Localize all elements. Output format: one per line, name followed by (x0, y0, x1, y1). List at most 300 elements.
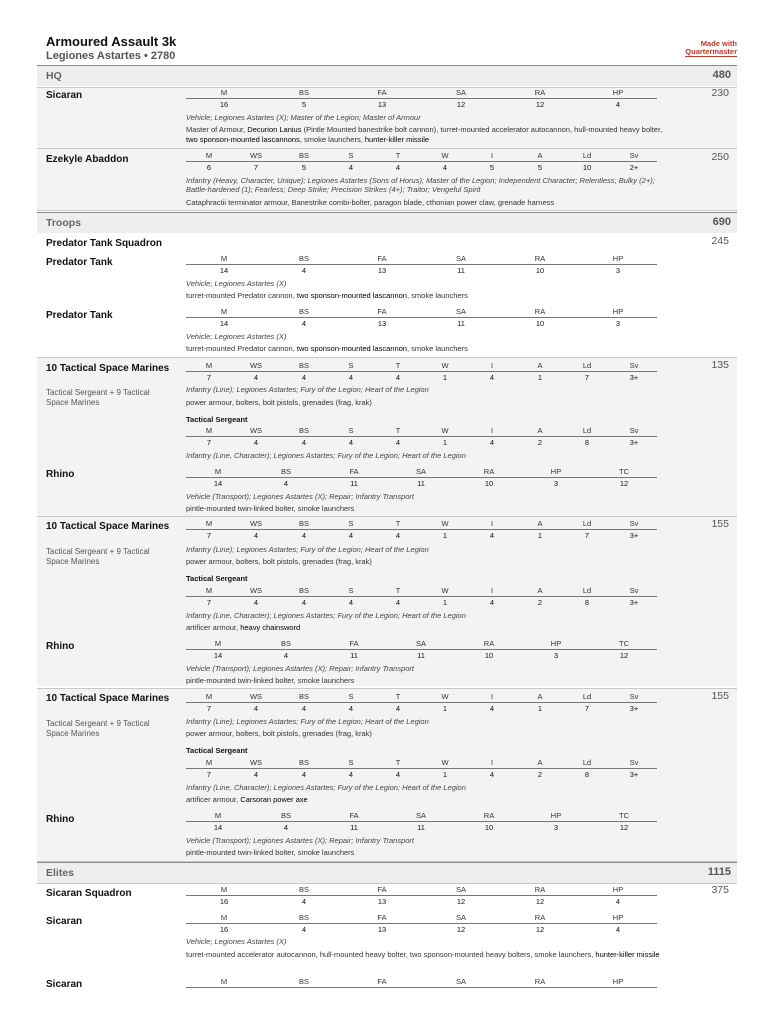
stat-header: RA (534, 307, 546, 316)
unit-keywords: Infantry (Line, Character); Legiones Astartes; Fury of the Legion; Heart of the Legion (186, 451, 466, 460)
unit-name[interactable]: Predator Tank (46, 257, 113, 268)
stat-value: 10 (484, 651, 494, 660)
stat-divider (186, 371, 657, 372)
stat-value: 13 (377, 897, 387, 906)
stat-header: Ld (582, 519, 592, 528)
stat-value: 12 (456, 897, 466, 906)
stat-table-infantry (186, 151, 657, 177)
stat-divider (186, 264, 657, 265)
stat-header: M (205, 426, 213, 435)
unit-keywords: Vehicle; Legiones Astartes (X) (186, 937, 287, 946)
unit-points: 245 (711, 235, 729, 247)
unit-points: 155 (711, 518, 729, 530)
stat-header: SA (455, 977, 467, 986)
wargear-list (186, 950, 666, 960)
stat-value: 3+ (629, 770, 639, 779)
stat-header: HP (612, 307, 624, 316)
stat-value: 13 (377, 266, 387, 275)
unit-keywords: Vehicle; Legiones Astartes (X); Master of the Legion; Master of Armour (186, 113, 421, 122)
stat-header: BS (298, 758, 310, 767)
stat-value: 3 (553, 651, 559, 660)
stat-header: W (441, 361, 449, 370)
stat-header: WS (249, 758, 263, 767)
stat-value: 8 (584, 438, 590, 447)
wargear-item: , smoke launchers (406, 291, 468, 300)
stat-header: S (348, 361, 354, 370)
stat-value: 4 (442, 163, 448, 172)
stat-value: 4 (615, 897, 621, 906)
stat-header: HP (612, 977, 624, 986)
stat-value: 4 (253, 531, 259, 540)
stat-value: 4 (253, 438, 259, 447)
stat-header: FA (377, 885, 387, 894)
unit-name[interactable]: 10 Tactical Space Marines (46, 363, 170, 374)
stat-value: 14 (213, 823, 223, 832)
stat-value: 4 (395, 598, 401, 607)
stat-value: 12 (619, 823, 629, 832)
unit-points: 135 (711, 359, 729, 371)
wargear-list (186, 291, 666, 301)
stat-value: 4 (301, 897, 307, 906)
stat-value: 4 (253, 770, 259, 779)
wargear-list (186, 344, 666, 354)
wargear-item: , smoke launchers, (299, 134, 365, 144)
section-header-troops (37, 212, 737, 233)
stat-value: 3 (553, 823, 559, 832)
stat-value: 12 (619, 651, 629, 660)
wargear-list (186, 623, 666, 633)
stat-value: 11 (417, 823, 425, 832)
stat-value: 5 (489, 163, 495, 172)
stat-value: 13 (377, 925, 387, 934)
stat-header: RA (534, 88, 546, 97)
stat-header: T (395, 519, 401, 528)
stat-header: M (220, 88, 228, 97)
stat-divider (186, 477, 657, 478)
stat-header: Sv (629, 151, 639, 160)
stat-header: WS (249, 519, 263, 528)
unit-points: 375 (711, 884, 729, 896)
stat-header: M (220, 307, 228, 316)
wargear-item: Master of Armour, (186, 125, 248, 134)
stat-header: I (490, 426, 494, 435)
stat-value: 1 (537, 373, 543, 382)
stat-header: I (490, 692, 494, 701)
stat-value: 3+ (629, 704, 639, 713)
stat-value: 3+ (629, 373, 639, 382)
stat-header: FA (377, 254, 387, 263)
stat-header: SA (455, 885, 467, 894)
row-divider (37, 148, 737, 149)
unit-name[interactable]: Sicaran Squadron (46, 888, 132, 899)
unit-keywords: Infantry (Heavy, Character, Unique); Legiones Astartes (Sons of Horus); Master of the Legion; Independent Character; Relentless; Bulky (2+); Battle-hardened (1); Fearless; Deep Strike; Precision Strikes (4+); Traitor; Vengeful Spirit (186, 176, 655, 194)
stat-value: 10 (484, 823, 494, 832)
unit-name[interactable]: Ezekyle Abaddon (46, 154, 129, 165)
stat-value: 1 (442, 598, 448, 607)
stat-header: I (490, 758, 494, 767)
stat-header: BS (298, 426, 310, 435)
stat-value: 4 (615, 100, 621, 109)
wargear-item: turret-mounted accelerator autocannon, hull-mounted heavy bolter, two sponson-mounted heavy bolters, smoke launchers, (186, 950, 596, 959)
unit-name[interactable]: Rhino (46, 641, 75, 652)
stat-header: M (205, 519, 213, 528)
stat-value: 4 (301, 770, 307, 779)
stat-header: Ld (582, 586, 592, 595)
stat-value: 3+ (629, 598, 639, 607)
stat-header: T (395, 586, 401, 595)
stat-header: WS (249, 426, 263, 435)
unit-keywords: Vehicle (Transport); Legiones Astartes (X); Repair; Infantry Transport (186, 836, 415, 845)
stat-table-transport (186, 467, 657, 493)
stat-header: TC (619, 811, 629, 820)
stat-divider (186, 987, 657, 988)
stat-value: 6 (206, 163, 212, 172)
quartermaster-logo[interactable] (685, 40, 737, 56)
unit-composition: Tactical Sergeant + 9 Tactical Space Marines (46, 388, 150, 407)
stat-value: 4 (489, 438, 495, 447)
section-points: 1115 (707, 866, 731, 878)
stat-table-vehicle (186, 88, 657, 114)
unit-name[interactable]: Rhino (46, 814, 75, 825)
stat-header: BS (298, 307, 310, 316)
stat-header: HP (612, 913, 624, 922)
stat-value: 4 (489, 531, 495, 540)
stat-header: W (441, 519, 449, 528)
stat-value: 1 (442, 373, 448, 382)
stat-value: 10 (582, 163, 592, 172)
stat-header: FA (377, 977, 387, 986)
stat-divider (186, 596, 657, 597)
stat-value: 4 (348, 373, 354, 382)
stat-value: 7 (584, 531, 590, 540)
unit-points: 230 (711, 87, 729, 99)
stat-header: BS (298, 586, 310, 595)
stat-value: 5 (537, 163, 543, 172)
stat-value: 10 (484, 479, 494, 488)
stat-value: 4 (395, 438, 401, 447)
stat-value: 1 (442, 531, 448, 540)
stat-header: RA (483, 639, 495, 648)
stat-value: 12 (535, 897, 545, 906)
wargear-item: pintle-mounted twin-linked bolter, smoke launchers (186, 504, 355, 513)
stat-header: WS (249, 586, 263, 595)
stat-header: SA (455, 913, 467, 922)
stat-value: 8 (584, 770, 590, 779)
row-divider (37, 357, 737, 358)
stat-header: BS (280, 811, 292, 820)
stat-header: FA (377, 307, 387, 316)
stat-header: HP (550, 811, 562, 820)
stat-value: 4 (253, 704, 259, 713)
stat-header: BS (298, 88, 310, 97)
stat-value: 2 (537, 438, 543, 447)
stat-header: I (490, 586, 494, 595)
stat-header: M (214, 639, 222, 648)
stat-value: 4 (615, 925, 621, 934)
stat-header: W (441, 758, 449, 767)
stat-value: 7 (206, 704, 212, 713)
wargear-item: pintle-mounted twin-linked bolter, smoke launchers (186, 848, 355, 857)
unit-keywords: Vehicle (Transport); Legiones Astartes (X); Repair; Infantry Transport (186, 492, 415, 501)
stat-header: A (537, 586, 543, 595)
wargear-list (186, 504, 666, 514)
stat-header: BS (298, 977, 310, 986)
stat-header: TC (619, 467, 629, 476)
stat-value: 4 (348, 163, 354, 172)
stat-value: 12 (456, 925, 466, 934)
stat-value: 4 (489, 704, 495, 713)
stat-header: A (537, 692, 543, 701)
stat-value: 3 (615, 266, 621, 275)
stat-header: Ld (582, 692, 592, 701)
logo-line-2: Quartermaster (685, 47, 737, 56)
stat-divider (186, 702, 657, 703)
stat-header: FA (349, 811, 359, 820)
stat-divider (186, 436, 657, 437)
stat-header: BS (298, 361, 310, 370)
stat-header: FA (377, 88, 387, 97)
wargear-list (186, 125, 666, 144)
stat-value: 4 (395, 531, 401, 540)
unit-name[interactable]: Rhino (46, 469, 75, 480)
stat-value: 16 (219, 100, 229, 109)
unit-name[interactable]: 10 Tactical Space Marines (46, 693, 170, 704)
stat-value: 10 (535, 266, 545, 275)
stat-value: 4 (253, 598, 259, 607)
stat-header: T (395, 426, 401, 435)
sergeant-name: Tactical Sergeant (186, 746, 248, 755)
stat-value: 4 (253, 373, 259, 382)
wargear-item: (Pintle Mounted banestrike bolt cannon), turret-mounted accelerator autocannon, hull-mounted heavy bolter, (301, 125, 663, 134)
stat-table-infantry (186, 758, 657, 784)
stat-header: SA (415, 811, 427, 820)
stat-value: 4 (301, 704, 307, 713)
stat-header: FA (349, 639, 359, 648)
stat-header: A (537, 361, 543, 370)
stat-header: Ld (582, 361, 592, 370)
stat-header: FA (349, 467, 359, 476)
unit-name[interactable]: Sicaran (46, 979, 83, 990)
stat-header: Sv (629, 692, 639, 701)
row-divider (37, 688, 737, 689)
stat-value: 4 (301, 266, 307, 275)
stat-divider (186, 161, 657, 162)
stat-header: S (348, 151, 354, 160)
wargear-item: power armour, bolters, bolt pistols, grenades (frag, krak) (186, 557, 372, 566)
stat-header: M (214, 467, 222, 476)
stat-header: M (205, 692, 213, 701)
stat-header: A (537, 758, 543, 767)
stat-header: Sv (629, 361, 639, 370)
section-name: HQ (46, 70, 62, 82)
stat-value: 7 (584, 704, 590, 713)
unit-name[interactable]: Predator Tank (46, 310, 113, 321)
sergeant-name: Tactical Sergeant (186, 574, 248, 583)
stat-value: 1 (442, 770, 448, 779)
wargear-list (186, 557, 666, 567)
stat-value: 4 (395, 163, 401, 172)
unit-keywords: Vehicle (Transport); Legiones Astartes (X); Repair; Infantry Transport (186, 664, 415, 673)
stat-divider (186, 895, 657, 896)
stat-value: 1 (442, 704, 448, 713)
stat-header: TC (619, 639, 629, 648)
wargear-list (186, 398, 666, 408)
stat-header: RA (534, 913, 546, 922)
row-divider (37, 210, 737, 211)
stat-value: 2 (537, 770, 543, 779)
stat-header: T (395, 758, 401, 767)
stat-value: 4 (283, 479, 289, 488)
stat-value: 7 (206, 438, 212, 447)
wargear-item: power armour, bolters, bolt pistols, grenades (frag, krak) (186, 729, 372, 738)
wargear-item: heavy chainsword (240, 623, 301, 632)
stat-value: 2+ (629, 163, 639, 172)
unit-keywords: Infantry (Line, Character); Legiones Astartes; Fury of the Legion; Heart of the Legion (186, 611, 466, 620)
stat-value: 4 (489, 770, 495, 779)
wargear-item: power armour, bolters, bolt pistols, grenades (frag, krak) (186, 398, 372, 407)
stat-value: 11 (457, 319, 465, 328)
stat-value: 4 (395, 770, 401, 779)
stat-value: 5 (301, 163, 307, 172)
wargear-item: hunter-killer missile (595, 950, 660, 959)
stat-header: WS (249, 361, 263, 370)
wargear-list (186, 848, 666, 858)
stat-header: HP (612, 88, 624, 97)
stat-header: T (395, 151, 401, 160)
stat-header: HP (612, 885, 624, 894)
stat-divider (186, 98, 657, 99)
stat-value: 4 (348, 770, 354, 779)
section-header-elites (37, 862, 737, 883)
unit-name[interactable]: Predator Tank Squadron (46, 238, 162, 249)
stat-value: 12 (456, 100, 466, 109)
unit-name[interactable]: 10 Tactical Space Marines (46, 521, 170, 532)
stat-header: SA (455, 88, 467, 97)
stat-header: W (441, 426, 449, 435)
stat-header: S (348, 692, 354, 701)
stat-header: W (441, 151, 449, 160)
wargear-item: artificer armour, (186, 795, 241, 804)
stat-header: M (220, 885, 228, 894)
stat-header: SA (415, 639, 427, 648)
stat-value: 4 (395, 704, 401, 713)
stat-value: 13 (377, 100, 387, 109)
stat-table-infantry (186, 426, 657, 452)
stat-value: 4 (301, 925, 307, 934)
stat-header: M (205, 151, 213, 160)
stat-header: BS (298, 885, 310, 894)
stat-header: BS (280, 467, 292, 476)
section-header-hq (37, 65, 737, 86)
stat-header: M (220, 254, 228, 263)
stat-header: SA (455, 307, 467, 316)
stat-header: S (348, 426, 354, 435)
roster-title: Armoured Assault 3k (46, 34, 177, 49)
stat-table-vehicle (186, 885, 657, 911)
stat-value: 16 (219, 897, 229, 906)
stat-header: RA (483, 467, 495, 476)
stat-header: I (490, 151, 494, 160)
stat-header: Ld (582, 426, 592, 435)
unit-composition: Tactical Sergeant + 9 Tactical Space Marines (46, 547, 150, 566)
stat-header: W (441, 586, 449, 595)
stat-value: 8 (584, 598, 590, 607)
stat-header: FA (377, 913, 387, 922)
stat-header: T (395, 361, 401, 370)
section-points: 690 (712, 216, 731, 228)
stat-header: WS (249, 692, 263, 701)
stat-value: 3+ (629, 531, 639, 540)
stat-table-infantry (186, 519, 657, 545)
section-points: 480 (712, 69, 731, 81)
stat-table-vehicle (186, 977, 657, 1003)
unit-name[interactable]: Sicaran (46, 916, 83, 927)
stat-value: 1 (537, 704, 543, 713)
stat-header: M (205, 361, 213, 370)
wargear-item: turret-mounted Predator cannon, (186, 291, 297, 300)
stat-header: Sv (629, 758, 639, 767)
stat-header: M (220, 913, 228, 922)
stat-value: 1 (537, 531, 543, 540)
stat-header: W (441, 692, 449, 701)
stat-value: 7 (206, 770, 212, 779)
stat-value: 3 (553, 479, 559, 488)
unit-name[interactable]: Sicaran (46, 90, 83, 101)
stat-value: 14 (219, 266, 229, 275)
stat-divider (186, 923, 657, 924)
stat-header: HP (550, 467, 562, 476)
unit-keywords: Infantry (Line, Character); Legiones Astartes; Fury of the Legion; Heart of the Legion (186, 783, 466, 792)
unit-points: 155 (711, 690, 729, 702)
unit-points: 250 (711, 151, 729, 163)
stat-header: BS (298, 692, 310, 701)
stat-value: 11 (350, 651, 358, 660)
stat-divider (186, 821, 657, 822)
stat-header: A (537, 151, 543, 160)
stat-value: 7 (206, 531, 212, 540)
stat-header: BS (280, 639, 292, 648)
stat-value: 3 (615, 319, 621, 328)
stat-divider (186, 649, 657, 650)
stat-header: HP (550, 639, 562, 648)
stat-table-transport (186, 639, 657, 665)
stat-value: 10 (535, 319, 545, 328)
unit-keywords: Infantry (Line); Legiones Astartes; Fury of the Legion; Heart of the Legion (186, 717, 429, 726)
stat-value: 7 (206, 598, 212, 607)
stat-value: 2 (537, 598, 543, 607)
unit-keywords: Infantry (Line); Legiones Astartes; Fury of the Legion; Heart of the Legion (186, 545, 429, 554)
stat-header: M (214, 811, 222, 820)
stat-value: 14 (213, 651, 223, 660)
stat-value: 12 (535, 925, 545, 934)
stat-value: 4 (348, 704, 354, 713)
stat-table-infantry (186, 692, 657, 718)
stat-table-infantry (186, 586, 657, 612)
stat-header: A (537, 426, 543, 435)
stat-table-vehicle (186, 254, 657, 280)
wargear-item: two sponson-mounted lascannon (296, 344, 407, 353)
stat-value: 12 (619, 479, 629, 488)
stat-header: Ld (582, 151, 592, 160)
stat-value: 11 (350, 479, 358, 488)
wargear-list (186, 795, 666, 805)
stat-value: 11 (417, 479, 425, 488)
stat-value: 11 (417, 651, 425, 660)
stat-header: BS (298, 519, 310, 528)
wargear-list (186, 676, 666, 686)
stat-header: S (348, 586, 354, 595)
stat-header: RA (483, 811, 495, 820)
